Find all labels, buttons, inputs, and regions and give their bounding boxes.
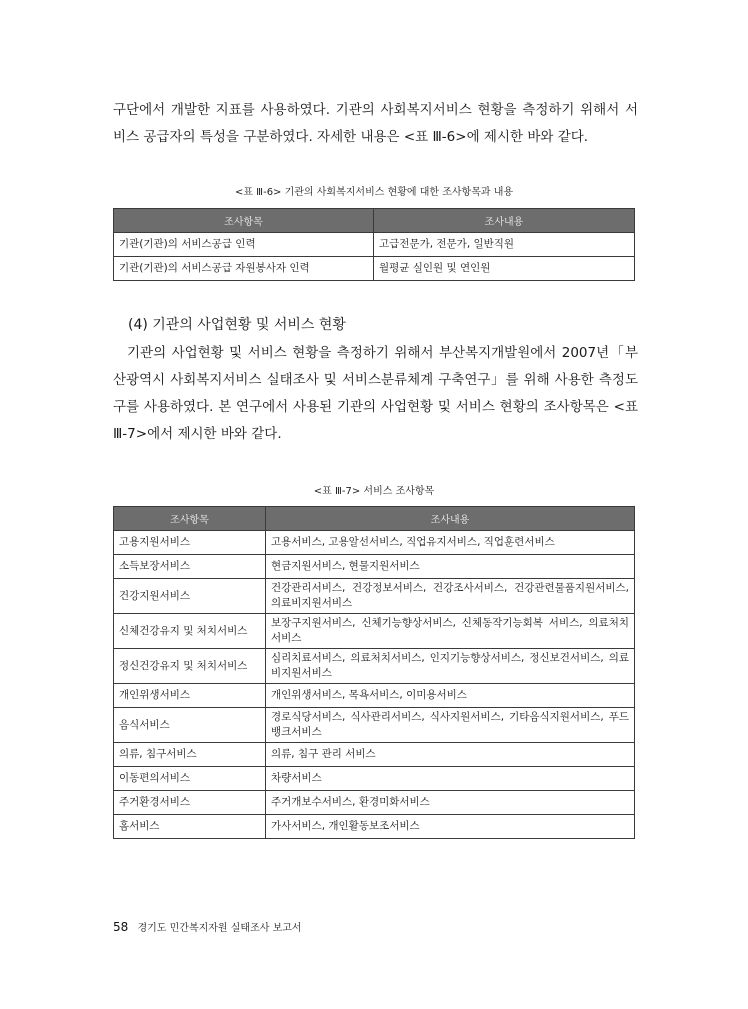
table-cell: 이동편의서비스 [114,767,266,791]
table2 [113,506,635,839]
table-header: 조사내용 [374,209,635,233]
table-cell: 월평균 실인원 및 연인원 [374,257,635,281]
report-title: 경기도 민간복지자원 실태조사 보고서 [137,923,302,934]
table-cell: 의류, 침구 관리 서비스 [266,743,635,767]
table-header: 조사항목 [114,507,266,531]
table-cell: 홈서비스 [114,815,266,839]
table-cell: 소득보장서비스 [114,555,266,579]
table-cell: 현금지원서비스, 현물지원서비스 [266,555,635,579]
table-cell: 경로식당서비스, 식사관리서비스, 식사지원서비스, 기타음식지원서비스, 푸드뱅크서비스 [266,708,635,743]
table-row [114,555,635,579]
page-footer [113,919,302,934]
intro-paragraph: 구단에서 개발한 지표를 사용하였다. 기관의 사회복지서비스 현황을 측정하기 위해서 서비스 공급자의 특성을 구분하였다. 자세한 내용은 <표 Ⅲ-6>에 제시한 바와 같다. [113,102,638,145]
table-cell: 의류, 침구서비스 [114,743,266,767]
page-number: 58 [113,920,129,934]
table-cell: 음식서비스 [114,708,266,743]
table-cell: 고용지원서비스 [114,531,266,555]
table-row [114,233,635,257]
table-row [114,257,635,281]
table-row [114,767,635,791]
table-cell: 건강지원서비스 [114,579,266,614]
table2-caption: <표 Ⅲ-7> 서비스 조사항목 [313,486,435,497]
body-paragraph: 기관의 사업현황 및 서비스 현황을 측정하기 위해서 부산복지개발원에서 2007년「부산광역시 사회복지서비스 실태조사 및 서비스분류체계 구축연구」를 위해 사용한 측정도구를 사용하였다. 본 연구에서 사용된 기관의 사업현황 및 서비스 현황의 조사항목은 <표 Ⅲ-7>에서 제시한 바와 같다. [113,345,638,442]
table-header: 조사내용 [266,507,635,531]
table-cell: 개인위생서비스, 목욕서비스, 이미용서비스 [266,684,635,708]
table-row [114,649,635,684]
table-cell: 고용서비스, 고용알선서비스, 직업유지서비스, 직업훈련서비스 [266,531,635,555]
table1-caption: <표 Ⅲ-6> 기관의 사회복지서비스 현황에 대한 조사항목과 내용 [234,187,514,198]
table-cell: 고급전문가, 전문가, 일반직원 [374,233,635,257]
table-cell: 개인위생서비스 [114,684,266,708]
table-header-row [114,209,635,233]
table-header-row [114,507,635,531]
table-cell: 보장구지원서비스, 신체기능향상서비스, 신체동작기능회복 서비스, 의료처치서비스 [266,614,635,649]
table-cell: 심리치료서비스, 의료처치서비스, 인지기능향상서비스, 정신보건서비스, 의료비지원서비스 [266,649,635,684]
table-cell: 건강관리서비스, 건강정보서비스, 건강조사서비스, 건강관련물품지원서비스, 의료비지원서비스 [266,579,635,614]
table-cell: 기관(기관)의 서비스공급 자원봉사자 인력 [114,257,374,281]
table-cell: 가사서비스, 개인활동보조서비스 [266,815,635,839]
table-cell: 신체건강유지 및 처치서비스 [114,614,266,649]
table-row [114,815,635,839]
table-row [114,684,635,708]
table-cell: 정신건강유지 및 처치서비스 [114,649,266,684]
table-cell: 차량서비스 [266,767,635,791]
table-row [114,708,635,743]
table-header: 조사항목 [114,209,374,233]
table-cell: 주거환경서비스 [114,791,266,815]
table-row [114,791,635,815]
table-cell: 기관(기관)의 서비스공급 인력 [114,233,374,257]
table-row [114,531,635,555]
section-heading: (4) 기관의 사업현황 및 서비스 현황 [128,317,346,333]
table-row [114,579,635,614]
table-cell: 주거개보수서비스, 환경미화서비스 [266,791,635,815]
table-row [114,743,635,767]
table-row [114,614,635,649]
table1 [113,208,635,281]
